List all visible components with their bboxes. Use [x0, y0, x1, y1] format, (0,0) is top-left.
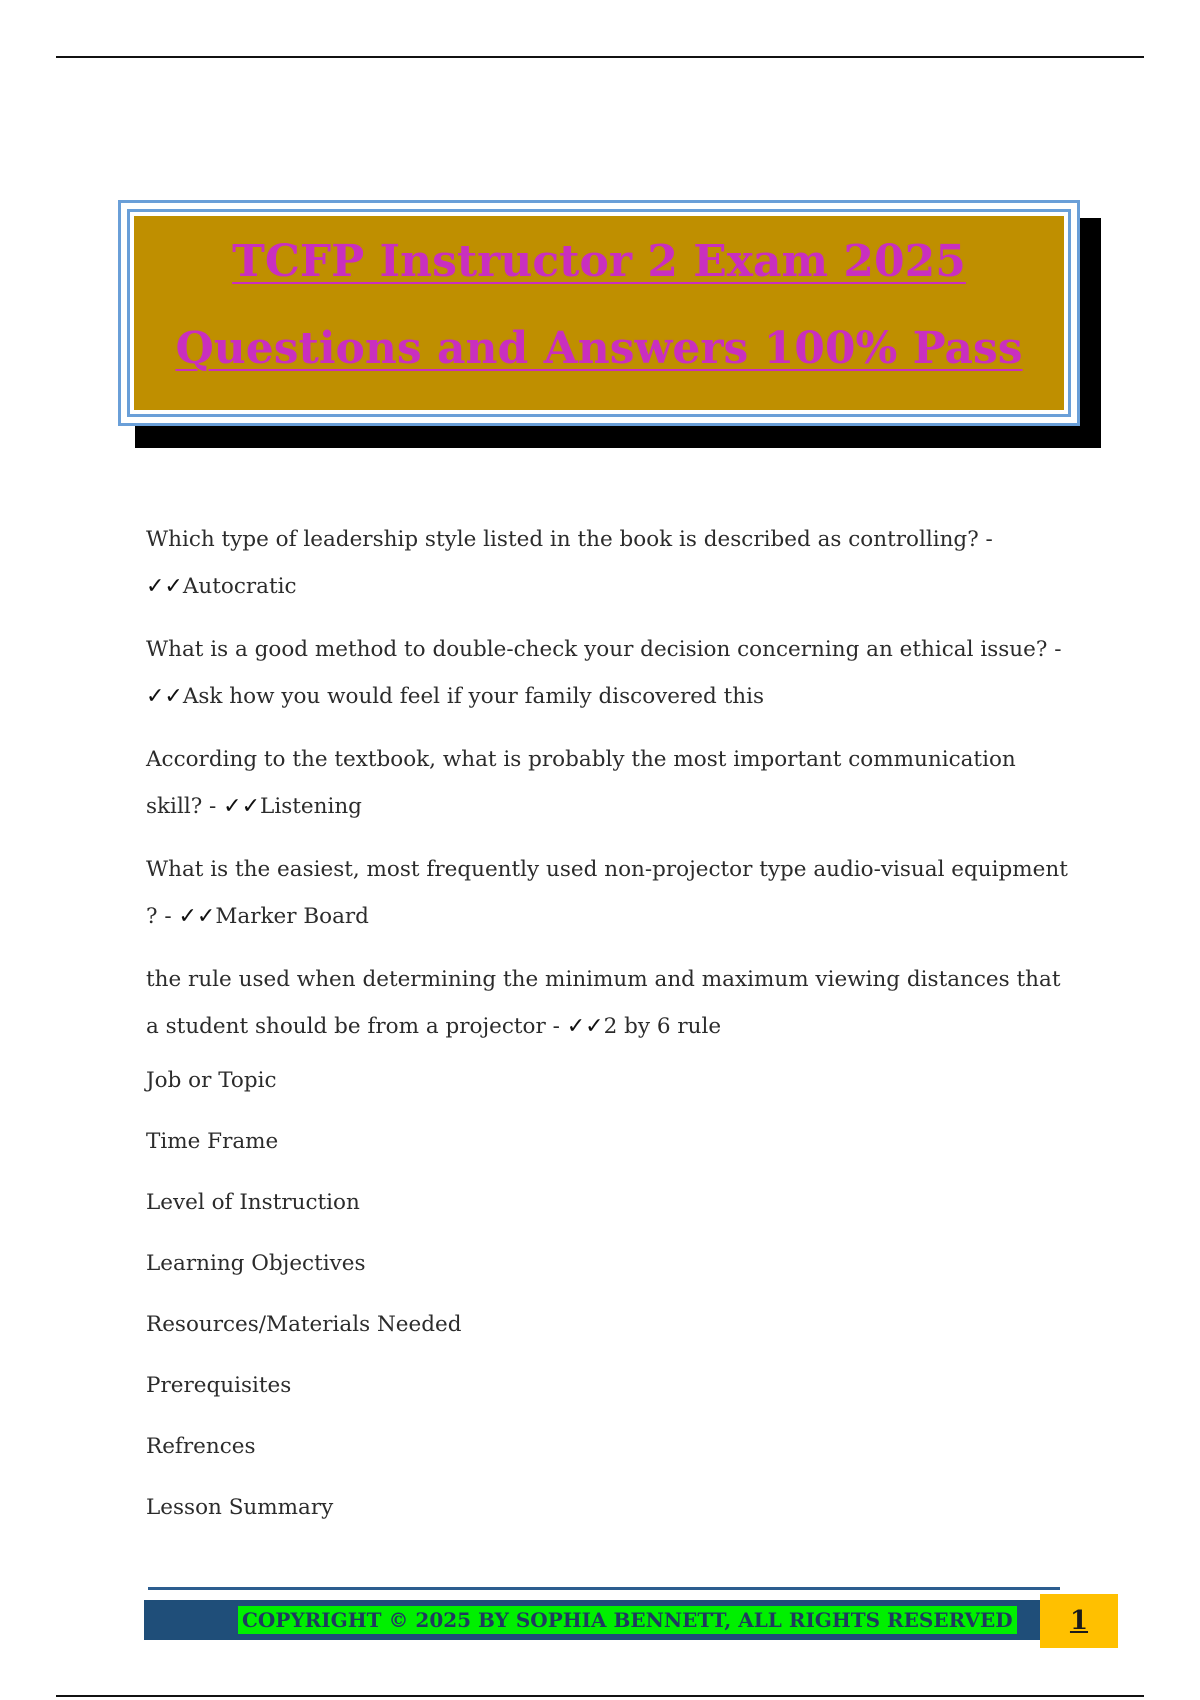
qa-item	[146, 736, 1076, 830]
page-number-box	[1040, 1594, 1118, 1648]
answer-text: 2 by 6 rule	[603, 1014, 722, 1039]
check-marks-icon: ✓✓	[146, 574, 183, 599]
check-marks-icon: ✓✓	[566, 1014, 604, 1039]
footer-rule	[148, 1587, 1060, 1590]
check-marks-icon: ✓✓	[146, 684, 183, 709]
qa-item	[146, 956, 1076, 1050]
bottom-rule	[56, 1695, 1144, 1697]
check-marks-icon: ✓✓	[223, 794, 261, 819]
document-title-line-1: TCFP Instructor 2 Exam 2025	[232, 236, 966, 287]
qa-item	[146, 516, 1076, 610]
question-text: What is the easiest, most frequently used non-projector type audio-visual equipment ? -	[146, 857, 1068, 929]
answer-text: Listening	[260, 794, 362, 819]
document-title-line-2: Questions and Answers 100% Pass	[175, 323, 1023, 374]
title-banner-fill	[134, 216, 1064, 410]
copyright-notice: COPYRIGHT © 2025 BY SOPHIA BENNETT, ALL RIGHTS RESERVED	[238, 1606, 1017, 1634]
title-banner	[118, 200, 1080, 426]
check-marks-icon: ✓✓	[178, 904, 216, 929]
topic-item: Prerequisites	[146, 1373, 292, 1398]
topic-item: Lesson Summary	[146, 1495, 334, 1520]
question-text: the rule used when determining the minimum and maximum viewing distances that a student should be from a projector -	[146, 967, 1061, 1039]
document-body	[146, 516, 1076, 1554]
qa-item	[146, 626, 1076, 720]
question-text: What is a good method to double-check your decision concerning an ethical issue? -	[146, 637, 1062, 662]
topic-item: Time Frame	[146, 1129, 279, 1154]
topic-item: Resources/Materials Needed	[146, 1312, 462, 1337]
page-number: 1	[1069, 1606, 1089, 1636]
question-text: According to the textbook, what is probably the most important communication skill? -	[146, 747, 1016, 819]
question-text: Which type of leadership style listed in the book is described as controlling? -	[146, 527, 993, 552]
qa-item	[146, 846, 1076, 940]
topic-item: Job or Topic	[146, 1068, 277, 1093]
topic-item: Level of Instruction	[146, 1190, 360, 1215]
answer-text: Autocratic	[182, 574, 297, 599]
top-rule	[56, 56, 1144, 58]
answer-text: Ask how you would feel if your family discovered this	[182, 684, 765, 709]
answer-text: Marker Board	[215, 904, 369, 929]
topic-item: Learning Objectives	[146, 1251, 366, 1276]
topic-item: Refrences	[146, 1434, 256, 1459]
